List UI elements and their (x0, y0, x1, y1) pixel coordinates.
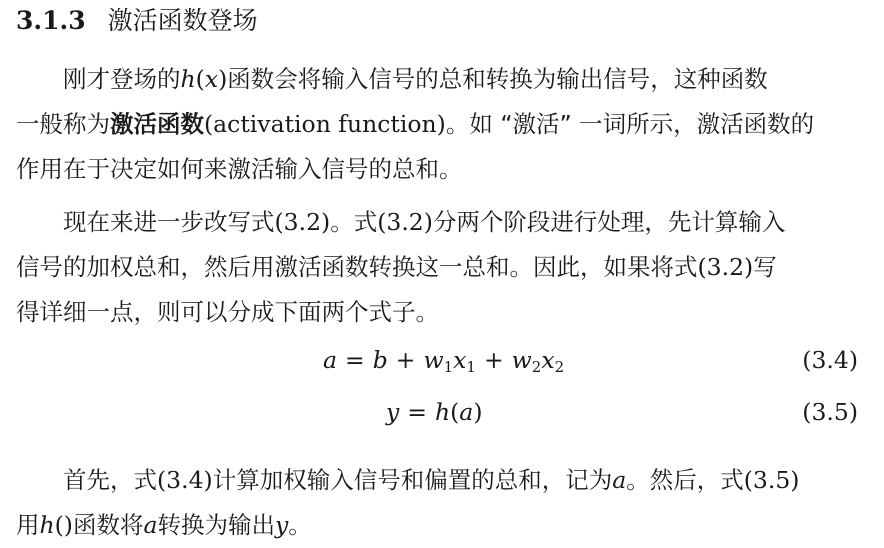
equation-number: (3.5) (802, 398, 858, 426)
section-title: 激活函数登场 (107, 6, 258, 35)
equation-ref: (3.2) (697, 253, 754, 281)
text-run: 用 (16, 511, 40, 539)
math-a: a (612, 466, 627, 494)
math-w: w (423, 346, 444, 374)
math-subscript: 2 (531, 358, 542, 376)
paragraph-line (16, 245, 866, 290)
math-b: b (372, 346, 388, 374)
equation-3-5 (0, 398, 884, 438)
math-y: y (275, 511, 289, 539)
text-run: 刚才登场的 (63, 65, 181, 93)
math-plus: + (395, 346, 416, 374)
paragraph-line (16, 200, 866, 245)
text-run: 写 (753, 253, 777, 281)
math-subscript: 1 (466, 358, 476, 376)
term-activation-function: 激活函数 (110, 110, 204, 138)
equation-body (323, 346, 564, 374)
math-y: y (386, 398, 400, 426)
math-h: h (434, 398, 451, 426)
math-h: h (39, 511, 55, 539)
math-paren-open: ( (450, 398, 460, 426)
text-run: 计算加权输入信号和偏置的总和，记为 (212, 466, 613, 494)
math-paren-open: ( (195, 65, 205, 93)
term-english: (activation function) (204, 110, 446, 138)
paragraph-explanation (16, 458, 866, 548)
math-x: x (204, 65, 219, 93)
text-run: 一般称为 (16, 110, 110, 138)
math-subscript: 2 (554, 358, 565, 376)
text-run: 。式 (330, 208, 378, 236)
equation-ref: (3.5) (743, 466, 800, 494)
math-equals: = (407, 398, 427, 426)
text-run: 函数将 (72, 511, 144, 539)
math-paren-close: ) (218, 65, 228, 93)
equation-body (386, 398, 482, 426)
text-run: 现在来进一步改写式 (63, 208, 275, 236)
paragraph-line (16, 57, 866, 102)
text-run: 信号的加权总和，然后用激活函数转换这一总和。因此，如果将式 (16, 253, 698, 281)
math-w: w (511, 346, 532, 374)
equation-number: (3.4) (802, 346, 858, 374)
paragraph-line: 得详细一点，则可以分成下面两个式子。 (16, 298, 439, 326)
section-number: 3.1.3 (16, 6, 86, 35)
math-h: h (180, 65, 196, 93)
paragraph-line (16, 458, 866, 503)
text-run: 分两个阶段进行处理，先计算输入 (432, 208, 786, 236)
text-run: 函数会将输入信号的总和转换为输出信号，这种函数 (227, 65, 768, 93)
math-plus: + (483, 346, 504, 374)
text-run: 。然后，式 (626, 466, 744, 494)
paragraph-line (16, 102, 866, 147)
math-a: a (143, 511, 158, 539)
math-paren-close: ) (473, 398, 483, 426)
math-x: x (453, 346, 467, 374)
math-x: x (541, 346, 555, 374)
section-heading (16, 4, 258, 38)
text-run: 。 (288, 511, 312, 539)
text-run: 转换为输出 (157, 511, 275, 539)
equation-ref: (3.2) (377, 208, 433, 236)
text-run: 。如 “激活” 一词所示，激活函数的 (445, 110, 815, 138)
equation-3-4 (0, 346, 884, 386)
math-parens: () (54, 511, 73, 539)
paragraph-rewrite (16, 200, 866, 335)
math-a: a (459, 398, 474, 426)
paragraph-activation-intro (16, 57, 866, 192)
math-a: a (323, 346, 338, 374)
math-subscript: 1 (443, 358, 454, 376)
math-equals: = (345, 346, 365, 374)
equation-ref: (3.2) (274, 208, 331, 236)
paragraph-line: 作用在于决定如何来激活输入信号的总和。 (16, 155, 463, 183)
equation-ref: (3.4) (157, 466, 213, 494)
paragraph-line (16, 503, 866, 548)
text-run: 首先，式 (63, 466, 157, 494)
